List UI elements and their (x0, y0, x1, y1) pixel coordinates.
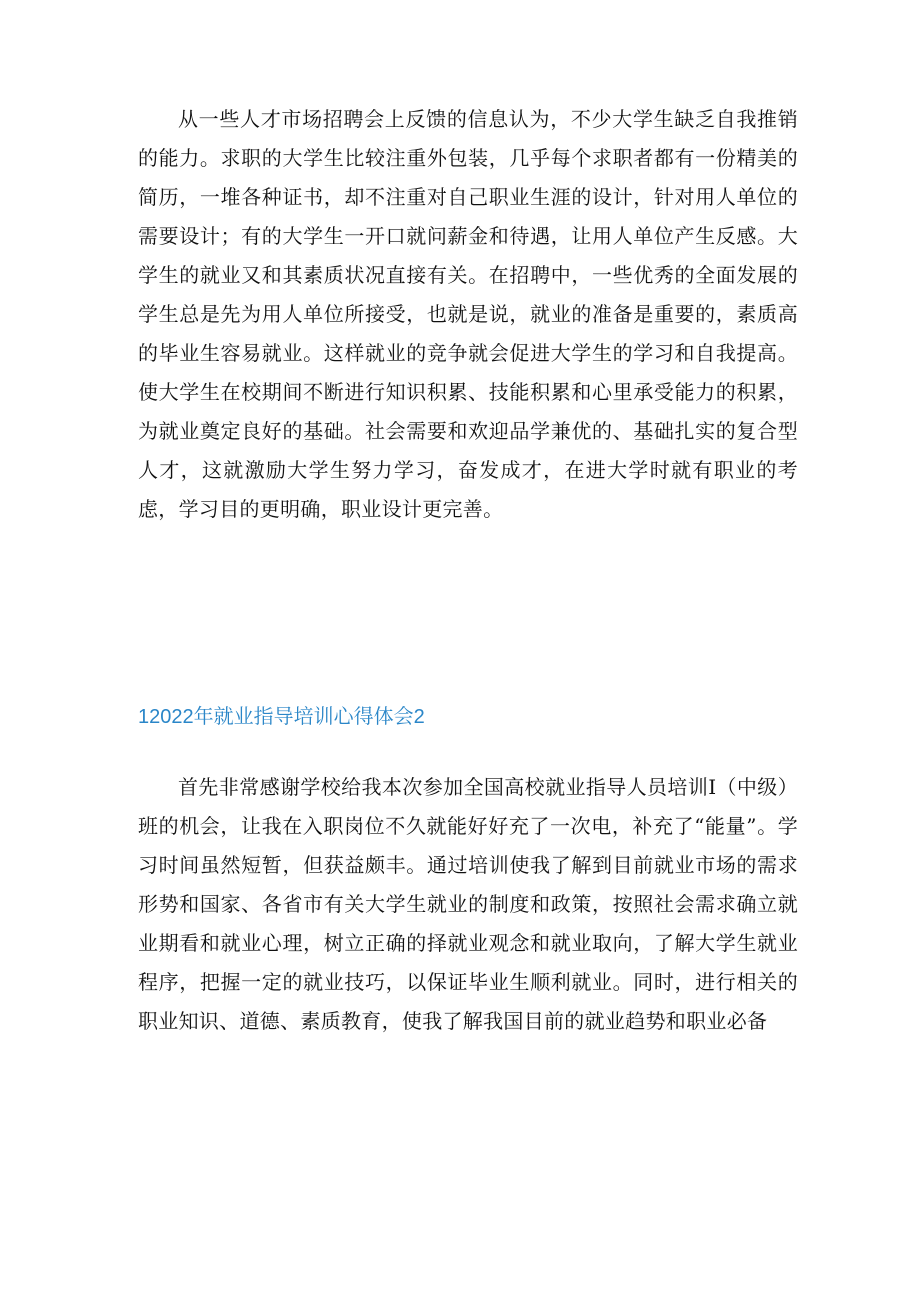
section-heading: 12022年就业指导培训心得体会2 (138, 706, 425, 728)
body-paragraph-2: 首先非常感谢学校给我本次参加全国高校就业指导人员培训I（中级）班的机会，让我在入职岗位不久就能好好充了一次电，补充了“能量”。学习时间虽然短暂，但获益颇丰。通过培训使我了解到目前就业市场的需求形势和国家、各省市有关大学生就业的制度和政策，按照社会需求确立就业期看和就业心理，树立正确的择就业观念和就业取向，了解大学生就业程序，把握一定的就业技巧，以保证毕业生顺利就业。同时，进行相关的职业知识、道德、素质教育，使我了解我国目前的就业趋势和职业必备 (138, 775, 798, 1033)
body-paragraph-1: 从一些人才市场招聘会上反馈的信息认为，不少大学生缺乏自我推销的能力。求职的大学生比较注重外包装，几乎每个求职者都有一份精美的简历，一堆各种证书，却不注重对自己职业生涯的设计，针对用人单位的需要设计；有的大学生一开口就问薪金和待遇，让用人单位产生反感。大学生的就业又和其素质状况直接有关。在招聘中，一些优秀的全面发展的学生总是先为用人单位所接受，也就是说，就业的准备是重要的，素质高的毕业生容易就业。这样就业的竞争就会促进大学生的学习和自我提高。使大学生在校期间不断进行知识积累、技能积累和心里承受能力的积累，为就业奠定良好的基础。社会需要和欢迎品学兼优的、基础扎实的复合型人才，这就激励大学生努力学习，奋发成才，在进大学时就有职业的考虑，学习目的更明确，职业设计更完善。 (138, 107, 798, 521)
